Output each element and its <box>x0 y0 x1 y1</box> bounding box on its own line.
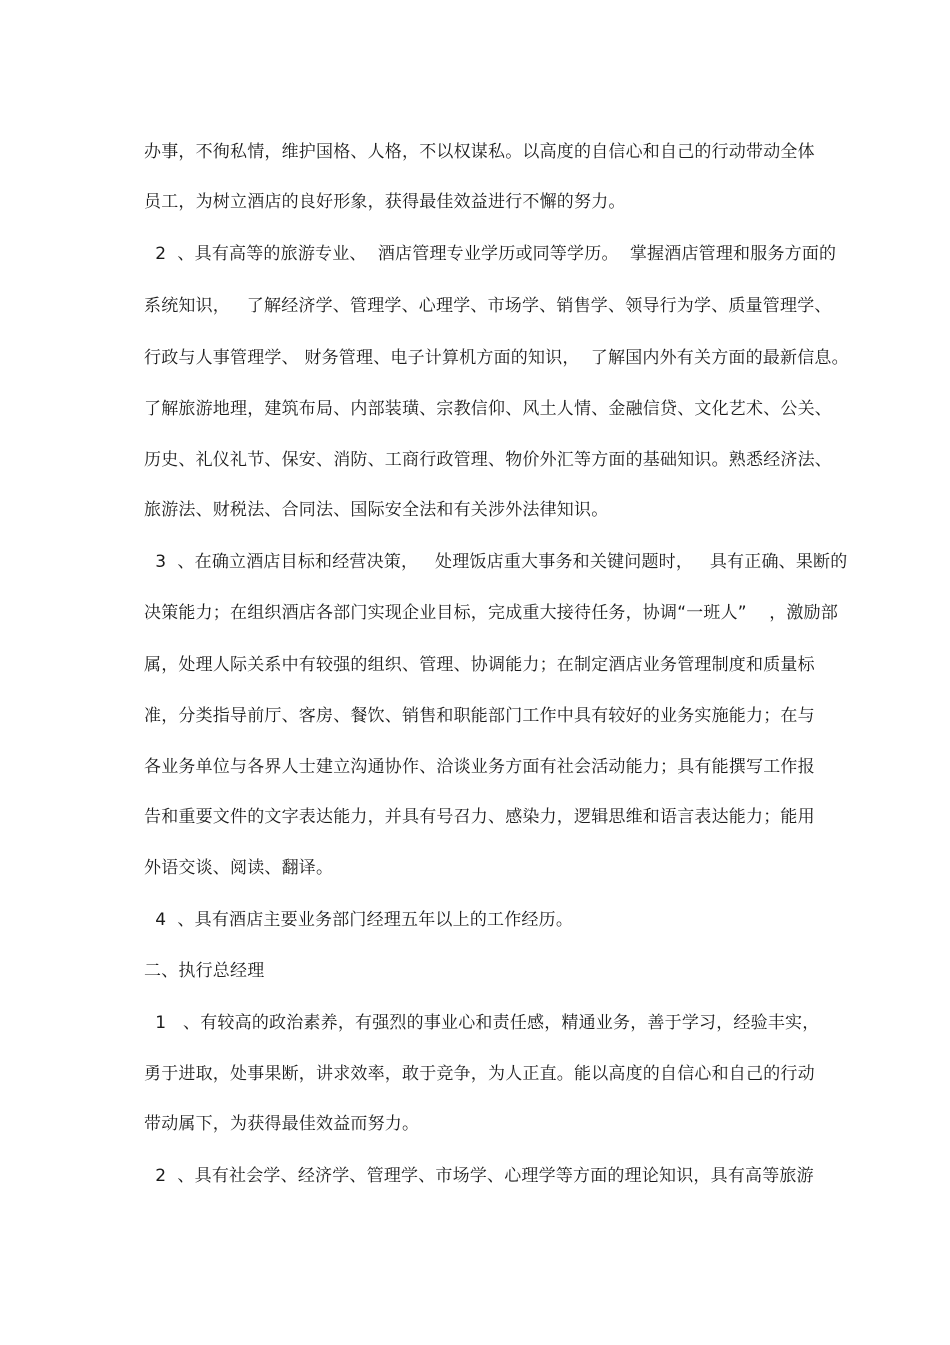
text-line: 历史、礼仪礼节、保安、消防、工商行政管理、物价外汇等方面的基础知识。熟悉经济法、 <box>144 450 832 470</box>
text-line: 旅游法、财税法、合同法、国际安全法和有关涉外法律知识。 <box>144 500 609 520</box>
text-line: 准，分类指导前厅、客房、餐饮、销售和职能部门工作中具有较好的业务实施能力；在与 <box>144 706 815 726</box>
text-line: 员工，为树立酒店的良好形象，获得最佳效益进行不懈的努力。 <box>144 192 626 212</box>
text-line: 属，处理人际关系中有较强的组织、管理、协调能力；在制定酒店业务管理制度和质量标 <box>144 655 815 675</box>
text-line: 办事，不徇私情，维护国格、人格，不以权谋私。以高度的自信心和自己的行动带动全体 <box>144 142 815 162</box>
text-line: 告和重要文件的文字表达能力，并具有号召力、感染力，逻辑思维和语言表达能力；能用 <box>144 807 815 827</box>
text-line: 行政与人事管理学、 财务管理、电子计算机方面的知识， 了解国内外有关方面的最新信息。 <box>144 348 849 368</box>
text-line: 了解旅游地理，建筑布局、内部装璜、宗教信仰、风土人情、金融信贷、文化艺术、公关、 <box>144 399 832 419</box>
text-line: 各业务单位与各界人士建立沟通协作、洽谈业务方面有社会活动能力；具有能撰写工作报 <box>144 757 815 777</box>
text-line: 2 、具有高等的旅游专业、 酒店管理专业学历或同等学历。 掌握酒店管理和服务方面的 <box>144 244 837 264</box>
text-line: 4 、具有酒店主要业务部门经理五年以上的工作经历。 <box>144 910 574 930</box>
text-line: 系统知识， 了解经济学、管理学、心理学、市场学、销售学、领导行为学、质量管理学、 <box>144 296 832 316</box>
text-line: 勇于进取，处事果断，讲求效率，敢于竞争，为人正直。能以高度的自信心和自己的行动 <box>144 1064 815 1084</box>
text-line: 带动属下，为获得最佳效益而努力。 <box>144 1114 420 1134</box>
text-line: 2 、具有社会学、经济学、管理学、市场学、心理学等方面的理论知识，具有高等旅游 <box>144 1166 814 1186</box>
text-line: 1 、有较高的政治素养，有强烈的事业心和责任感，精通业务，善于学习，经验丰实， <box>144 1013 820 1033</box>
text-line: 外语交谈、阅读、翻译。 <box>144 858 334 878</box>
section-heading: 二、执行总经理 <box>144 961 265 981</box>
text-line: 3 、在确立酒店目标和经营决策， 处理饭店重大事务和关键问题时， 具有正确、果断的 <box>144 552 848 572</box>
text-line: 决策能力；在组织酒店各部门实现企业目标，完成重大接待任务，协调“一班人” ，激励部 <box>144 603 839 623</box>
